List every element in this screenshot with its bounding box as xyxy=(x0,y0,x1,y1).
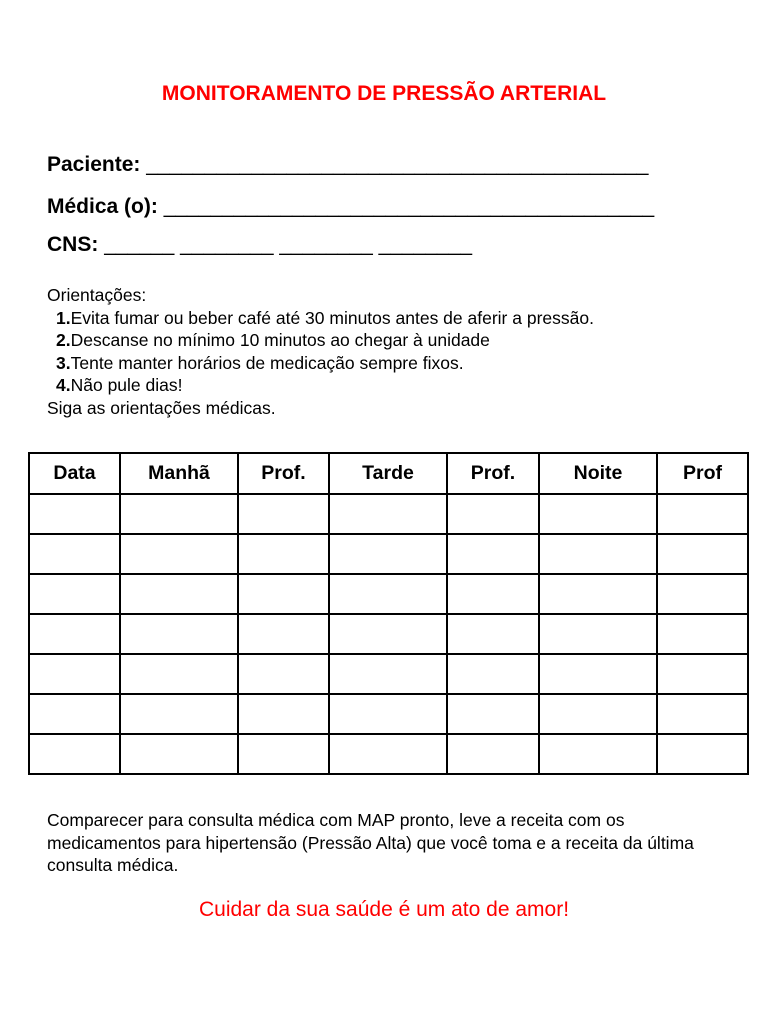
table-cell[interactable] xyxy=(329,574,447,614)
header-data: Data xyxy=(29,453,120,494)
table-cell[interactable] xyxy=(29,614,120,654)
table-cell[interactable] xyxy=(447,654,539,694)
cns-label: CNS: xyxy=(47,233,99,256)
table-cell[interactable] xyxy=(657,694,748,734)
cns-blank: ______ ________ ________ ________ xyxy=(104,233,473,256)
table-cell[interactable] xyxy=(657,574,748,614)
table-row xyxy=(29,694,748,734)
instruction-text: Não pule dias! xyxy=(70,375,183,395)
instruction-number: 1. xyxy=(56,307,71,328)
table-row xyxy=(29,654,748,694)
table-cell[interactable] xyxy=(120,654,238,694)
table-cell[interactable] xyxy=(447,494,539,534)
pressure-log-table xyxy=(28,452,749,775)
table-cell[interactable] xyxy=(29,534,120,574)
table-cell[interactable] xyxy=(329,494,447,534)
table-cell[interactable] xyxy=(657,734,748,774)
table-cell[interactable] xyxy=(120,614,238,654)
table-cell[interactable] xyxy=(29,734,120,774)
instruction-number: 2. xyxy=(56,330,71,350)
table-cell[interactable] xyxy=(238,614,329,654)
instruction-number: 3. xyxy=(56,352,71,373)
header-tarde: Tarde xyxy=(329,453,447,494)
slogan: Cuidar da sua saúde é um ato de amor! xyxy=(198,898,570,921)
table-cell[interactable] xyxy=(539,614,657,654)
document-title: MONITORAMENTO DE PRESSÃO ARTERIAL xyxy=(161,82,607,105)
header-prof-noite: Prof xyxy=(657,453,748,494)
table-cell[interactable] xyxy=(447,614,539,654)
table-cell[interactable] xyxy=(120,574,238,614)
table-cell[interactable] xyxy=(539,694,657,734)
table-cell[interactable] xyxy=(29,574,120,614)
patient-label: Paciente: xyxy=(47,153,141,176)
table-header-row xyxy=(29,453,748,494)
table-cell[interactable] xyxy=(329,534,447,574)
table-cell[interactable] xyxy=(120,734,238,774)
table-cell[interactable] xyxy=(657,494,748,534)
table-cell[interactable] xyxy=(29,494,120,534)
table-cell[interactable] xyxy=(329,654,447,694)
table-cell[interactable] xyxy=(238,694,329,734)
doctor-label: Médica (o): xyxy=(47,195,158,218)
doctor-field xyxy=(47,195,654,219)
table-cell[interactable] xyxy=(238,494,329,534)
table-cell[interactable] xyxy=(447,734,539,774)
table-row xyxy=(29,614,748,654)
instructions-block xyxy=(47,284,594,419)
instruction-item-1 xyxy=(47,307,594,330)
instruction-text: Tente manter horários de medicação sempre fixos. xyxy=(70,352,464,373)
header-prof-tarde: Prof. xyxy=(447,453,539,494)
table-cell[interactable] xyxy=(329,694,447,734)
table-cell[interactable] xyxy=(238,734,329,774)
table-cell[interactable] xyxy=(539,534,657,574)
table-cell[interactable] xyxy=(29,694,120,734)
footer-instructions: Comparecer para consulta médica com MAP pronto, leve a receita com os medicamentos para hipertensão (Pressão Alta) que você toma e a receita da última consulta médica. xyxy=(47,810,694,875)
header-noite: Noite xyxy=(539,453,657,494)
table-row xyxy=(29,494,748,534)
instruction-text: Descanse no mínimo 10 minutos ao chegar à unidade xyxy=(70,330,490,350)
instruction-item-2 xyxy=(47,329,594,352)
table-cell[interactable] xyxy=(657,654,748,694)
table-cell[interactable] xyxy=(447,534,539,574)
table-row xyxy=(29,534,748,574)
table-cell[interactable] xyxy=(539,494,657,534)
table-cell[interactable] xyxy=(238,574,329,614)
table-body xyxy=(29,494,748,774)
instruction-text: Evita fumar ou beber café até 30 minutos antes de aferir a pressão. xyxy=(70,307,594,328)
instructions-closing: Siga as orientações médicas. xyxy=(47,397,276,418)
table-cell[interactable] xyxy=(657,614,748,654)
patient-field xyxy=(47,153,648,177)
table-cell[interactable] xyxy=(539,574,657,614)
instruction-item-4 xyxy=(47,374,594,397)
table-cell[interactable] xyxy=(120,494,238,534)
table-cell[interactable] xyxy=(120,694,238,734)
table-cell[interactable] xyxy=(238,534,329,574)
table-cell[interactable] xyxy=(539,734,657,774)
table-cell[interactable] xyxy=(329,734,447,774)
table-cell[interactable] xyxy=(657,534,748,574)
header-manha: Manhã xyxy=(120,453,238,494)
instructions-heading: Orientações: xyxy=(47,285,147,305)
patient-blank: ___________________________________________ xyxy=(146,153,649,176)
cns-field xyxy=(47,233,472,257)
table-cell[interactable] xyxy=(29,654,120,694)
table-cell[interactable] xyxy=(447,694,539,734)
table-cell[interactable] xyxy=(120,534,238,574)
table-cell[interactable] xyxy=(238,654,329,694)
instruction-item-3 xyxy=(47,352,594,375)
instruction-number: 4. xyxy=(56,375,71,395)
table-row xyxy=(29,574,748,614)
table-row xyxy=(29,734,748,774)
table-cell[interactable] xyxy=(329,614,447,654)
table-cell[interactable] xyxy=(447,574,539,614)
table-cell[interactable] xyxy=(539,654,657,694)
header-prof-manha: Prof. xyxy=(238,453,329,494)
doctor-blank: __________________________________________ xyxy=(163,195,655,218)
